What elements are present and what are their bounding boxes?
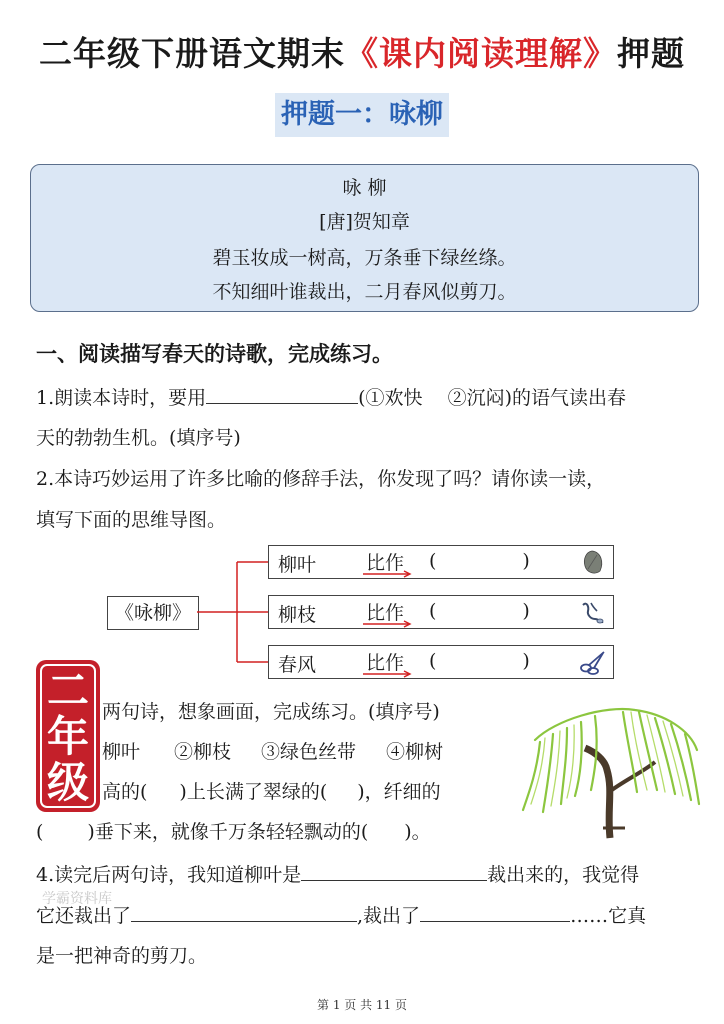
q1-blank[interactable] xyxy=(206,385,358,404)
compare-label: 比作 xyxy=(366,652,405,674)
option-2: ②柳枝 xyxy=(174,741,232,763)
question-4-line-2 xyxy=(36,903,646,928)
title-highlight: 《课内阅读理解》 xyxy=(345,34,617,73)
stamp-char: 二 xyxy=(46,666,89,715)
stamp-text xyxy=(42,668,94,806)
option-3: ③绿色丝带 xyxy=(261,741,357,763)
question-4-line-1 xyxy=(36,862,639,887)
compare-label: 比作 xyxy=(366,552,405,574)
arrow-icon xyxy=(363,670,413,678)
q3-text: )。 xyxy=(404,821,431,843)
stamp-char: 级 xyxy=(46,758,89,807)
node-label: 春风 xyxy=(278,654,317,676)
q4-text: 4.读完后两句诗，我知道柳叶是 xyxy=(36,864,302,886)
answer-blank[interactable]: ( ) xyxy=(429,600,530,622)
leaf-icon xyxy=(579,549,607,575)
question-4-line-3: 是一把神奇的剪刀。 xyxy=(36,945,208,967)
question-1-line-2: 天的勃勃生机。(填序号) xyxy=(36,427,241,449)
q4-text: ……它真 xyxy=(570,905,647,927)
q3-text: )上长满了翠绿的( xyxy=(179,781,328,803)
question-3-line-3 xyxy=(102,780,441,804)
stamp-char: 年 xyxy=(46,712,89,761)
q3-text: )，纤细的 xyxy=(357,781,441,803)
poem-line-1: 碧玉妆成一树高，万条垂下绿丝绦。 xyxy=(212,247,517,269)
grade-stamp-text xyxy=(40,664,96,808)
poem-author: [唐]贺知章 xyxy=(319,211,410,233)
q4-blank-3[interactable] xyxy=(420,903,570,922)
option-4: ④柳树 xyxy=(386,741,444,763)
mindmap-node-1 xyxy=(268,545,614,579)
answer-blank[interactable]: ( ) xyxy=(429,650,530,672)
q4-text: ,裁出了 xyxy=(357,905,421,927)
title-suffix: 押题 xyxy=(617,34,685,73)
q4-blank-2[interactable] xyxy=(131,903,357,922)
title-prefix: 二年级下册语文期末 xyxy=(39,34,345,73)
subtitle: 押题一：咏柳 xyxy=(275,93,449,137)
branch-icon xyxy=(579,599,607,625)
q3-text: )垂下来，就像千万条轻轻飘动的( xyxy=(87,821,369,843)
page-footer: 第 1 页 共 11 页 xyxy=(317,998,407,1012)
arrow-icon xyxy=(363,620,413,628)
mindmap-connectors xyxy=(197,545,269,685)
section-heading: 一、阅读描写春天的诗歌，完成练习。 xyxy=(36,341,393,366)
option-1: 柳叶 xyxy=(102,741,141,763)
question-2-line-1: 2.本诗巧妙运用了许多比喻的修辞手法，你发现了吗？请你读一读， xyxy=(36,468,606,490)
compare-label: 比作 xyxy=(366,602,405,624)
q4-text: 它还裁出了 xyxy=(36,905,132,927)
mindmap-root: 《咏柳》 xyxy=(107,596,199,630)
q4-text: 裁出来的，我觉得 xyxy=(487,864,640,886)
willow-tree-illustration xyxy=(515,700,705,840)
mindmap-node-3 xyxy=(268,645,614,679)
scissors-icon xyxy=(579,649,607,675)
poem-line-2: 不知细叶谁裁出，二月春风似剪刀。 xyxy=(212,281,517,303)
node-label: 柳叶 xyxy=(278,554,317,576)
q3-text: ( xyxy=(36,821,44,843)
node-label: 柳枝 xyxy=(278,604,317,626)
q1-text-a: 1.朗读本诗时，要用 xyxy=(36,387,207,409)
answer-blank[interactable]: ( ) xyxy=(429,550,530,572)
question-3-options xyxy=(102,740,443,764)
poem-title: 咏 柳 xyxy=(342,177,387,199)
question-3-line-4 xyxy=(36,820,431,844)
question-1-line-1 xyxy=(36,385,626,410)
poem-box xyxy=(30,164,699,312)
q4-blank-1[interactable] xyxy=(301,862,487,881)
question-2-line-2: 填写下面的思维导图。 xyxy=(36,509,227,531)
watermark: 学霸资料库 xyxy=(42,891,112,907)
arrow-icon xyxy=(363,570,413,578)
grade-stamp xyxy=(36,660,100,812)
page-title xyxy=(0,28,724,75)
q3-text: 高的( xyxy=(102,781,148,803)
question-3-line-1: 两句诗，想象画面，完成练习。(填序号) xyxy=(102,701,440,723)
q1-text-b: (①欢快 ②沉闷)的语气读出春 xyxy=(358,387,627,409)
mindmap-node-2 xyxy=(268,595,614,629)
